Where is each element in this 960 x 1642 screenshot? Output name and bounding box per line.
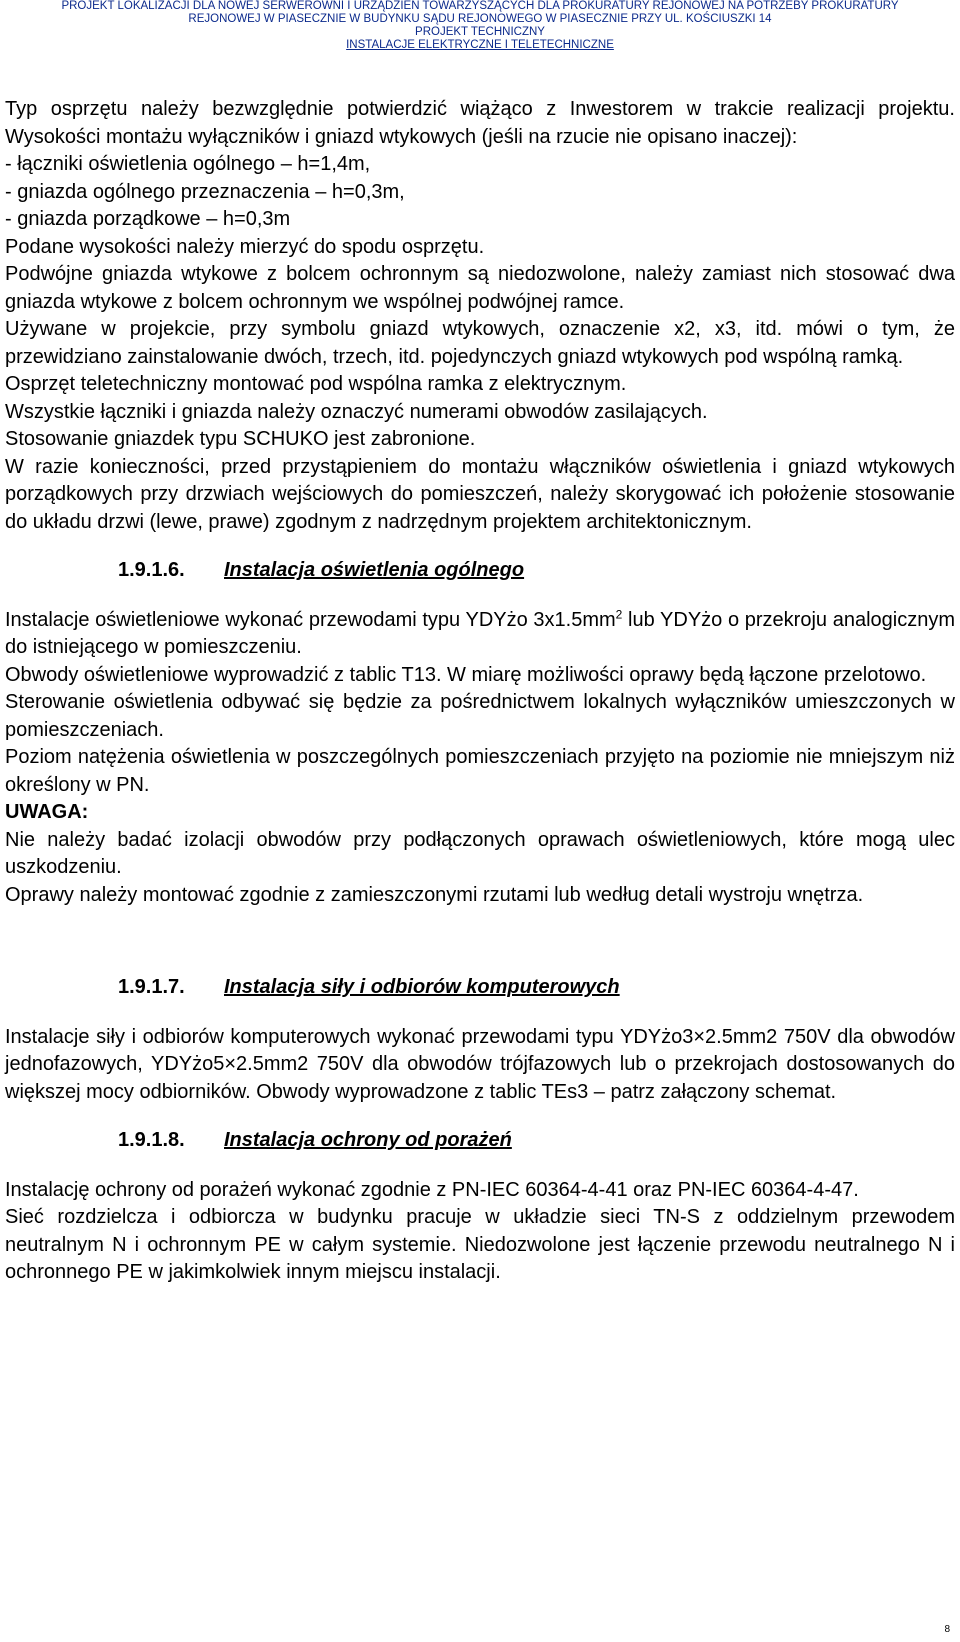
spacer [5, 536, 955, 557]
section-916-paragraph-2: Obwody oświetleniowe wyprowadzić z tablic T13. W miarę możliwości oprawy będą łączone przelotowo. [5, 663, 927, 686]
list-item: - gniazda ogólnego przeznaczenia – h=0,3m, [5, 180, 405, 203]
header-line-2: REJONOWEJ W PIASECZNIE W BUDYNKU SĄDU REJONOWEGO W PIASECZNIE PRZY UL. KOŚCIUSZKI 14 [188, 13, 772, 25]
section-917-paragraph-1: Instalacje siły i odbiorów komputerowych wykonać przewodami typu YDYżo3×2.5mm2 750V dla obwodów jednofazowych, YDYżo5×2.5mm2 750V dla obwodów trójfazowych lub o przekrojach dostosowanych do większej mocy odbiorników. Obwody wyprowadzone z tablic TEs3 – patrz załączony schemat. [5, 1025, 955, 1103]
intro-paragraph-1: Typ osprzętu należy bezwzględnie potwierdzić wiążąco z Inwestorem w trakcie realizacji projektu. Wysokości montażu wyłączników i gniazd wtykowych (jeśli na rzucie nie opisano inaczej): [5, 98, 955, 148]
text-run: lub YDYżo o przekroju analogicznym do istniejącego w pomieszczeniu. [5, 608, 955, 658]
spacer [5, 1002, 955, 1024]
section-number: 1.9.1.8. [118, 1129, 185, 1151]
warning-label: UWAGA: [5, 801, 89, 823]
section-918-paragraph-1: Instalację ochrony od porażeń wykonać zgodnie z PN-IEC 60364-4-41 oraz PN-IEC 60364-4-47. [5, 1178, 859, 1201]
page-header [0, 0, 960, 52]
page-number: 8 [944, 1624, 950, 1635]
section-916-paragraph-4: Poziom natężenia oświetlenia w poszczególnych pomieszczeniach przyjęto na poziomie nie mniejszym niż określony w PN. [5, 746, 955, 796]
section-number: 1.9.1.6. [118, 559, 185, 581]
spacer [5, 909, 955, 974]
section-heading-918 [5, 1127, 955, 1155]
text-run: Instalacje oświetleniowe wykonać przewodami typu YDYżo 3x1.5mm [5, 608, 616, 631]
intro-paragraph-3: Podwójne gniazda wtykowe z bolcem ochronnym są niedozwolone, należy zamiast nich stosować dwa gniazda wtykowe z bolcem ochronnym we wspólnej podwójnej ramce. [5, 263, 955, 313]
intro-paragraph-4: Używane w projekcie, przy symbolu gniazd wtykowych, oznaczenie x2, x3, itd. mówi o tym, że przewidziano zainstalowanie dwóch, trzech, itd. pojedynczych gniazd wtykowych pod wspólną ramką. [5, 318, 955, 368]
intro-paragraph-6: Wszystkie łączniki i gniazda należy oznaczyć numerami obwodów zasilających. [5, 400, 708, 423]
section-916-paragraph-1 [5, 607, 955, 662]
section-916-paragraph-3: Sterowanie oświetlenia odbywać się będzie za pośrednictwem lokalnych wyłączników umieszczonych w pomieszczeniach. [5, 691, 955, 741]
list-item: - gniazda porządkowe – h=0,3m [5, 208, 291, 230]
intro-paragraph-8: W razie konieczności, przed przystąpieniem do montażu włączników oświetlenia i gniazd wtykowych porządkowych przy drzwiach wejściowych do pomieszczeń, należy skorygować ich położenie stosowanie do układu drzwi (lewe, prawe) zgodnym z nadrzędnym projektem architektonicznym. [5, 455, 955, 533]
section-916-paragraph-5: Nie należy badać izolacji obwodów przy podłączonych oprawach oświetleniowych, które mogą ulec uszkodzeniu. [5, 828, 955, 878]
document-body [5, 96, 955, 1287]
superscript: 2 [615, 606, 623, 621]
section-title: Instalacja oświetlenia ogólnego [224, 559, 525, 581]
header-line-1: PROJEKT LOKALIZACJI DLA NOWEJ SERWEROWNI I URZĄDZIEŃ TOWARZYSZĄCYCH DLA PROKURATURY REJONOWEJ NA POTRZEBY PROKURATURY [61, 0, 899, 12]
section-heading-916 [5, 557, 955, 585]
spacer [5, 585, 955, 607]
intro-paragraph-2: Podane wysokości należy mierzyć do spodu osprzętu. [5, 235, 485, 258]
list-item: - łączniki oświetlenia ogólnego – h=1,4m, [5, 153, 371, 175]
intro-paragraph-7: Stosowanie gniazdek typu SCHUKO jest zabronione. [5, 428, 476, 450]
section-number: 1.9.1.7. [118, 976, 185, 998]
header-line-3: PROJEKT TECHNICZNY [415, 26, 545, 38]
section-916-paragraph-6: Oprawy należy montować zgodnie z zamieszczonymi rzutami lub według detali wystroju wnętrza. [5, 883, 864, 906]
section-918-paragraph-2: Sieć rozdzielcza i odbiorcza w budynku pracuje w układzie sieci TN-S z oddzielnym przewodem neutralnym N i ochronnym PE w całym systemie. Niedozwolone jest łączenie przewodu neutralnego N i ochronnego PE w jakimkolwiek innym miejscu instalacji. [5, 1206, 955, 1283]
section-heading-917 [5, 974, 955, 1002]
section-title: Instalacja siły i odbiorów komputerowych [224, 976, 620, 998]
header-line-4: INSTALACJE ELEKTRYCZNE I TELETECHNICZNE [346, 39, 614, 51]
spacer [5, 1106, 955, 1127]
spacer [5, 1155, 955, 1177]
section-title: Instalacja ochrony od porażeń [224, 1129, 512, 1151]
intro-paragraph-5: Osprzęt teletechniczny montować pod wspólna ramka z elektrycznym. [5, 373, 627, 395]
